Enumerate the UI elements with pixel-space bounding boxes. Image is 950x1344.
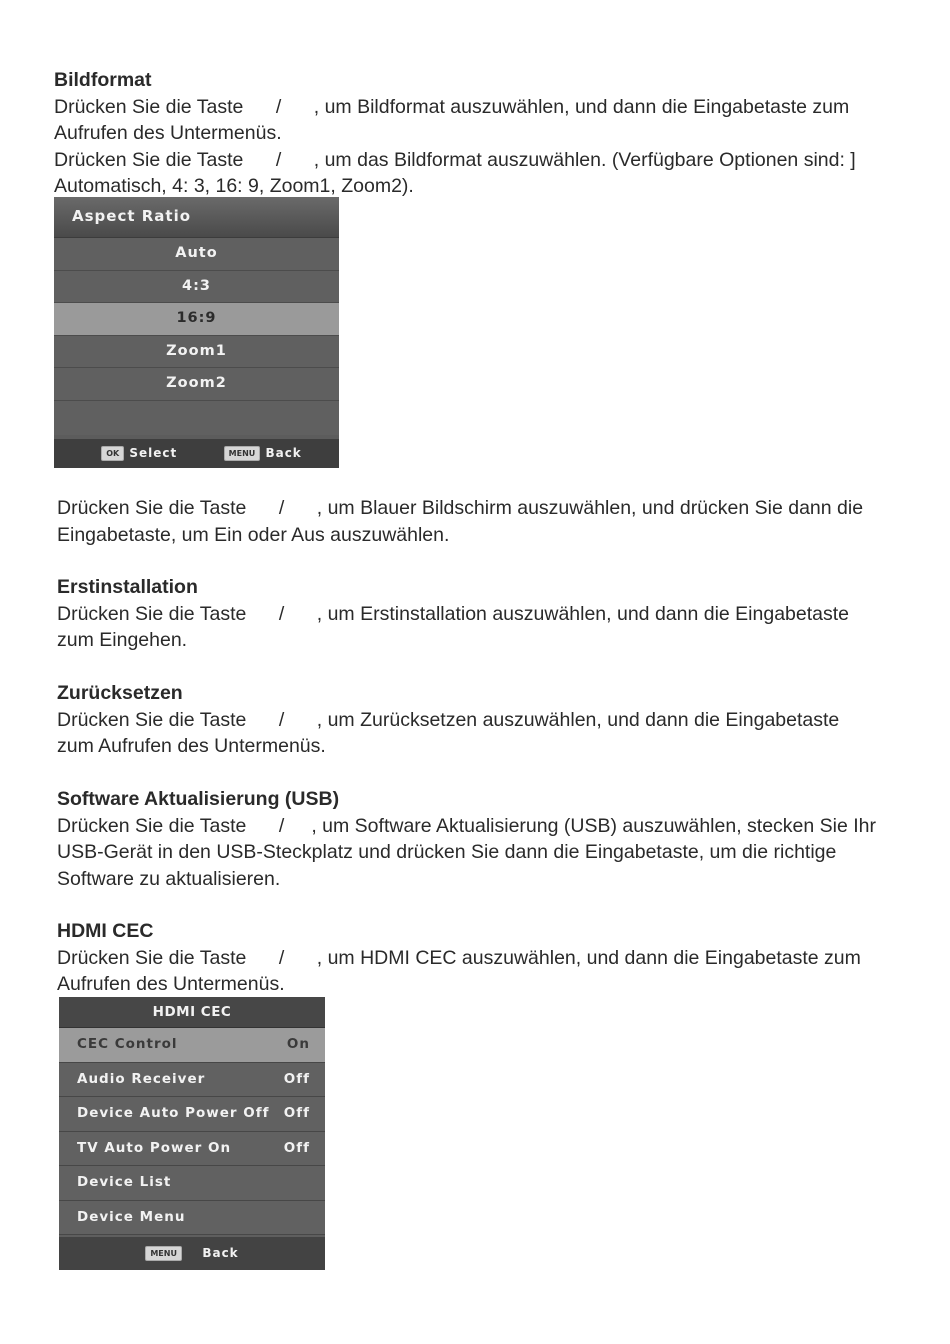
text-line: Automatisch, 4: 3, 16: 9, Zoom1, Zoom2).	[54, 175, 414, 197]
row-label: Device List	[77, 1174, 172, 1190]
text-line: Drücken Sie die Taste / , um Bildformat auszuwählen, und dann die Eingabetaste zum	[54, 95, 850, 118]
row-value: Off	[283, 1139, 310, 1156]
row-value: On	[286, 1036, 310, 1052]
section-erstinstallation	[57, 574, 849, 654]
aspect-option-zoom1[interactable]: Zoom1	[54, 336, 339, 369]
row-label: Audio Receiver	[77, 1070, 206, 1087]
section-bildformat	[54, 67, 856, 200]
aspect-option-4-3[interactable]: 4:3	[54, 271, 339, 304]
menu-spacer	[54, 401, 339, 435]
row-label: Device Auto Power Off	[77, 1105, 270, 1121]
text-line: Drücken Sie die Taste / , um Zurücksetzen auszuwählen, und dann die Eingabetaste	[57, 708, 840, 731]
text-line: Eingabetaste, um Ein oder Aus auszuwählen.	[57, 523, 450, 546]
text-line: Drücken Sie die Taste / , um das Bildformat auszuwählen. (Verfügbare Optionen sind: ]	[54, 148, 856, 171]
aspect-option-zoom2[interactable]: Zoom2	[54, 368, 339, 401]
text-line: Aufrufen des Untermenüs.	[57, 973, 285, 995]
back-hint: Back	[202, 1246, 239, 1260]
row-label: TV Auto Power On	[77, 1139, 232, 1156]
back-hint: Back	[265, 446, 302, 460]
aspect-ratio-menu	[54, 197, 339, 468]
cec-row-tv-auto-power-on[interactable]	[59, 1132, 325, 1167]
text-line: USB-Gerät in den USB-Steckplatz und drücken Sie dann die Eingabetaste, um die richtige	[57, 841, 837, 863]
menu-key-icon: MENU	[224, 446, 261, 461]
aspect-menu-title: Aspect Ratio	[54, 197, 339, 238]
cec-row-device-auto-power-off[interactable]	[59, 1097, 325, 1132]
text-line: Drücken Sie die Taste / , um Erstinstallation auszuwählen, und dann die Eingabetaste	[57, 602, 850, 625]
text-line: zum Aufrufen des Untermenüs.	[57, 735, 326, 757]
ok-key-icon: OK	[101, 446, 124, 461]
select-hint: Select	[129, 446, 178, 460]
section-software-update	[57, 786, 876, 892]
aspect-option-16-9[interactable]: 16:9	[54, 303, 339, 336]
cec-row-device-menu[interactable]	[59, 1201, 325, 1236]
heading-zuruecksetzen: Zurücksetzen	[57, 682, 183, 704]
aspect-option-auto[interactable]: Auto	[54, 238, 339, 271]
hdmi-cec-menu	[59, 997, 325, 1270]
row-label: CEC Control	[77, 1036, 178, 1052]
text-line: Aufrufen des Untermenüs.	[54, 122, 282, 144]
heading-software-update: Software Aktualisierung (USB)	[57, 788, 340, 810]
cec-menu-title: HDMI CEC	[59, 997, 325, 1028]
row-label: Device Menu	[77, 1208, 186, 1225]
text-line: Drücken Sie die Taste / , um Software Aktualisierung (USB) auszuwählen, stecken Sie Ihr	[57, 814, 877, 837]
cec-row-device-list[interactable]	[59, 1166, 325, 1201]
aspect-menu-footer	[54, 439, 339, 468]
text-line: Software zu aktualisieren.	[57, 867, 281, 890]
heading-bildformat: Bildformat	[54, 69, 152, 91]
row-value: Off	[283, 1105, 310, 1121]
cec-row-cec-control[interactable]	[59, 1028, 325, 1063]
text-line: Drücken Sie die Taste / , um Blauer Bildschirm auszuwählen, und drücken Sie dann die	[57, 497, 864, 519]
text-line: zum Eingehen.	[57, 629, 188, 651]
heading-hdmi-cec: HDMI CEC	[57, 920, 154, 942]
section-zuruecksetzen	[57, 680, 839, 760]
menu-key-icon: MENU	[145, 1246, 182, 1261]
section-blauer-bildschirm	[57, 495, 863, 548]
cec-row-audio-receiver[interactable]	[59, 1063, 325, 1098]
text-line: Drücken Sie die Taste / , um HDMI CEC auszuwählen, und dann die Eingabetaste zum	[57, 946, 861, 969]
section-hdmi-cec	[57, 918, 861, 998]
cec-menu-footer	[59, 1237, 325, 1270]
row-value: Off	[283, 1070, 310, 1087]
heading-erstinstallation: Erstinstallation	[57, 576, 198, 598]
